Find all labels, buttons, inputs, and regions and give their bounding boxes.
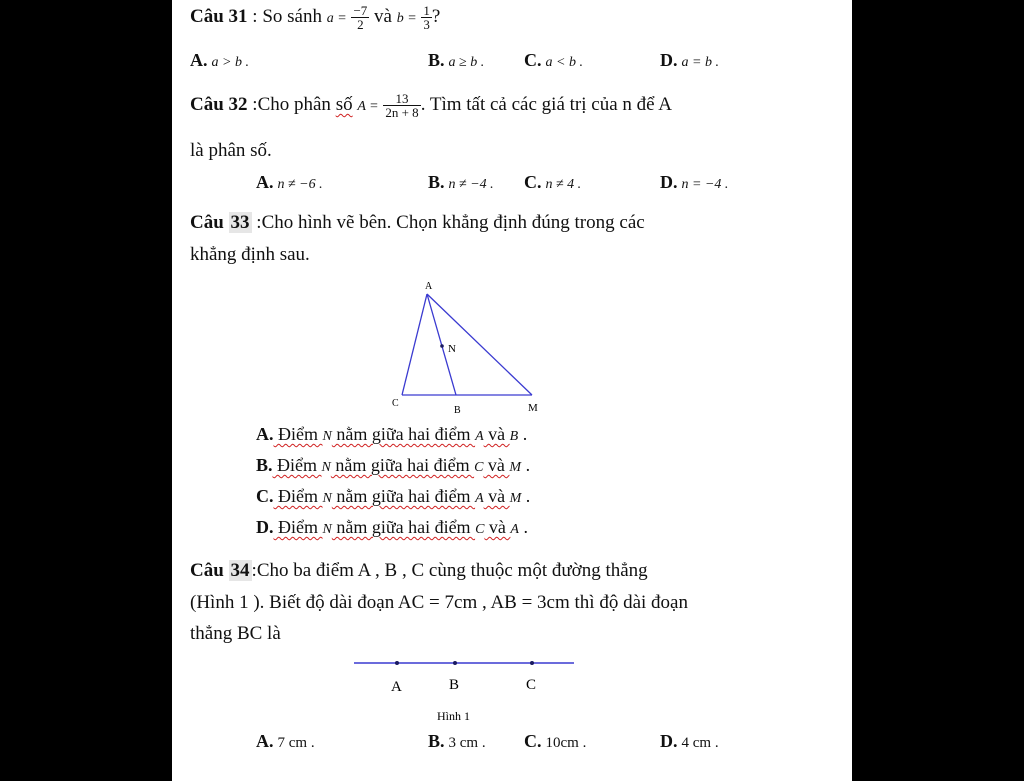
option-text: Điểm <box>273 517 323 537</box>
question-31-text: : So sánh <box>247 5 327 27</box>
option-label: B. <box>256 455 273 475</box>
label-B: B <box>454 405 461 416</box>
option-end: . <box>521 455 531 475</box>
option-label: A. <box>256 731 274 751</box>
A-fraction <box>383 92 420 119</box>
figure-caption: Hình 1 <box>437 709 470 722</box>
label-A: A <box>425 281 433 292</box>
q31-option-b[interactable] <box>428 50 484 71</box>
option-label: C. <box>524 172 542 192</box>
option-text: nằm giữa hai điểm <box>330 455 475 475</box>
option-value: 3 cm . <box>448 735 486 751</box>
option-point: N <box>321 460 331 475</box>
option-point: C <box>475 522 485 537</box>
q31-option-c[interactable] <box>524 50 583 71</box>
option-text: Điểm <box>273 486 323 506</box>
option-label: A. <box>256 424 274 444</box>
question-32-line-2: là phân số. <box>190 140 272 161</box>
option-end: . <box>521 486 531 506</box>
worksheet-page <box>172 0 852 781</box>
option-value: a = b . <box>681 55 719 70</box>
A-denominator: 2n + 8 <box>385 105 419 120</box>
A-lhs: A = <box>357 98 379 114</box>
question-31 <box>190 4 440 31</box>
option-value: n ≠ −4 . <box>448 177 494 192</box>
option-value: a < b . <box>545 55 583 70</box>
question-34 <box>190 560 648 582</box>
option-label: B. <box>428 50 445 70</box>
label-C: C <box>392 398 399 409</box>
option-text: Điểm <box>272 455 322 475</box>
option-point: N <box>322 429 332 444</box>
question-32-word: số <box>335 93 353 115</box>
label-C: C <box>526 677 537 693</box>
question-31-end: ? <box>431 5 441 27</box>
option-point: A <box>475 429 484 444</box>
a-fraction <box>351 4 369 31</box>
line-figure <box>352 652 582 722</box>
question-34-number: 34 <box>230 560 250 581</box>
option-value: 7 cm . <box>277 735 315 751</box>
option-point: C <box>474 460 484 475</box>
b-fraction <box>421 4 432 31</box>
q34-option-b[interactable] <box>428 731 486 752</box>
point-C <box>530 661 534 665</box>
option-label: B. <box>428 731 445 751</box>
option-label: A. <box>190 50 208 70</box>
q32-option-c[interactable] <box>524 172 581 193</box>
option-value: 10cm . <box>545 735 587 751</box>
b-lhs: b = <box>396 10 417 26</box>
q32-option-a[interactable] <box>256 172 323 193</box>
option-label: C. <box>256 486 274 506</box>
option-label: A. <box>256 172 274 192</box>
label-M: M <box>528 402 538 414</box>
option-label: C. <box>524 731 542 751</box>
option-label: B. <box>428 172 445 192</box>
option-value: a ≥ b . <box>448 55 485 70</box>
q33-option-a[interactable] <box>256 424 527 445</box>
option-label: D. <box>660 172 678 192</box>
question-34-line-3: thẳng BC là <box>190 623 281 644</box>
a-denominator: 2 <box>357 17 364 32</box>
point-A <box>395 661 399 665</box>
option-label: D. <box>660 50 678 70</box>
q31-option-a[interactable] <box>190 50 249 71</box>
question-34-text: :Cho ba điểm A , B , C cùng thuộc một đường thẳng <box>251 560 648 581</box>
option-point: N <box>322 522 332 537</box>
q33-option-d[interactable] <box>256 517 528 538</box>
question-32-number: Câu 32 <box>190 93 248 115</box>
option-text: Điểm <box>273 424 323 444</box>
segment-AC <box>402 294 427 395</box>
option-text: và <box>483 455 510 475</box>
question-32-rest: . Tìm tất cả các giá trị của n để A <box>420 93 672 115</box>
option-value: a > b . <box>211 55 249 70</box>
q32-option-d[interactable] <box>660 172 728 193</box>
option-text: và <box>483 486 510 506</box>
option-text: nằm giữa hai điểm <box>331 517 476 537</box>
option-label: D. <box>660 731 678 751</box>
question-33-line-2: khẳng định sau. <box>190 244 310 265</box>
q33-option-b[interactable] <box>256 455 530 476</box>
option-value: n ≠ 4 . <box>545 177 582 192</box>
b-numerator: 1 <box>423 3 430 18</box>
q34-option-d[interactable] <box>660 731 719 752</box>
a-numerator: −7 <box>353 3 368 18</box>
option-point: M <box>509 491 522 506</box>
q32-option-b[interactable] <box>428 172 494 193</box>
option-text: nằm giữa hai điểm <box>331 424 476 444</box>
question-31-number: Câu 31 <box>190 5 248 27</box>
question-32-text: :Cho phân <box>247 93 336 115</box>
q31-option-d[interactable] <box>660 50 719 71</box>
b-denominator: 3 <box>423 17 430 32</box>
option-point: A <box>510 522 519 537</box>
option-value: 4 cm . <box>681 735 719 751</box>
point-N <box>440 344 444 348</box>
option-point: M <box>509 460 522 475</box>
label-N: N <box>448 343 456 355</box>
q34-option-a[interactable] <box>256 731 315 752</box>
option-end: . <box>518 517 528 537</box>
option-point: N <box>322 491 332 506</box>
question-33-text: :Cho hình vẽ bên. Chọn khẳng định đúng trong các <box>251 212 645 233</box>
q33-option-c[interactable] <box>256 486 530 507</box>
option-value: n ≠ −6 . <box>277 177 323 192</box>
question-34-word: Câu <box>190 560 224 581</box>
label-A: A <box>391 679 402 695</box>
triangle-figure <box>390 280 560 420</box>
q34-option-c[interactable] <box>524 731 586 752</box>
label-B: B <box>449 677 460 693</box>
option-point: A <box>475 491 484 506</box>
option-text: và <box>483 424 510 444</box>
A-numerator: 13 <box>383 92 420 106</box>
option-label: C. <box>524 50 542 70</box>
option-text: nằm giữa hai điểm <box>331 486 476 506</box>
option-value: n = −4 . <box>681 177 729 192</box>
question-34-line-2: (Hình 1 ). Biết độ dài đoạn AC = 7cm , AB = 3cm thì độ dài đoạn <box>190 592 688 613</box>
a-lhs: a = <box>326 10 347 26</box>
option-point: B <box>509 429 519 444</box>
question-33-number: 33 <box>230 212 250 233</box>
option-end: . <box>518 424 528 444</box>
option-label: D. <box>256 517 274 537</box>
question-33 <box>190 212 645 234</box>
option-text: và <box>484 517 511 537</box>
point-B <box>453 661 457 665</box>
question-33-word: Câu <box>190 212 224 233</box>
question-31-and: và <box>369 5 397 27</box>
question-32 <box>190 92 672 119</box>
